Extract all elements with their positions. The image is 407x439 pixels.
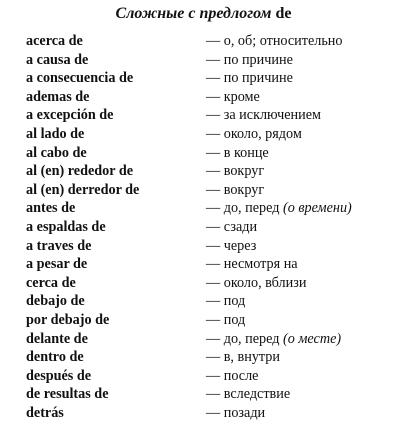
list-item — [26, 367, 401, 386]
translation-text: — вокруг — [206, 181, 265, 198]
spanish-term: cerca de — [26, 274, 76, 291]
translation-text: — кроме — [206, 88, 260, 105]
list-item — [26, 162, 401, 181]
translation-text: — после — [206, 367, 259, 384]
translation-text: — несмотря на — [206, 256, 298, 273]
translation-text: — около, вблизи — [206, 274, 307, 291]
list-item — [26, 51, 401, 70]
translation-text: — через — [206, 237, 257, 254]
russian-translation — [206, 162, 264, 181]
list-item — [26, 404, 401, 423]
list-item — [26, 292, 401, 311]
spanish-term: al (en) derredor de — [26, 181, 140, 198]
usage-note: (о месте) — [283, 330, 342, 347]
russian-translation — [206, 144, 269, 163]
spanish-term: detrás — [26, 404, 64, 421]
spanish-term: al (en) rededor de — [26, 163, 134, 180]
russian-translation — [206, 385, 290, 404]
translation-text: — за исключением — [206, 107, 321, 124]
spanish-term: a causa de — [26, 51, 89, 68]
translation-text: — под — [206, 293, 246, 310]
russian-translation — [206, 367, 258, 386]
preposition-list — [26, 32, 401, 422]
russian-translation — [206, 88, 260, 107]
list-item — [26, 181, 401, 200]
russian-translation — [206, 255, 298, 274]
russian-translation — [206, 199, 352, 218]
page-title — [0, 4, 407, 24]
russian-translation — [206, 125, 302, 144]
russian-translation — [206, 237, 256, 256]
russian-translation — [206, 330, 341, 349]
spanish-term: a traves de — [26, 237, 92, 254]
spanish-term: debajo de — [26, 293, 85, 310]
list-item — [26, 311, 401, 330]
list-item — [26, 106, 401, 125]
translation-text: — до, перед — [206, 330, 280, 347]
spanish-term: después de — [26, 367, 92, 384]
spanish-term: a pesar de — [26, 256, 88, 273]
russian-translation — [206, 348, 280, 367]
list-item — [26, 348, 401, 367]
spanish-term: de resultas de — [26, 386, 109, 403]
list-item — [26, 218, 401, 237]
list-item — [26, 255, 401, 274]
translation-text: — вокруг — [206, 163, 265, 180]
spanish-term: dentro de — [26, 349, 84, 366]
list-item — [26, 69, 401, 88]
translation-text: — до, перед — [206, 200, 280, 217]
translation-text: — в конце — [206, 144, 269, 161]
translation-text: — в, внутри — [206, 349, 280, 366]
spanish-term: al cabo de — [26, 144, 87, 161]
russian-translation — [206, 311, 245, 330]
spanish-term: antes de — [26, 200, 76, 217]
translation-text: — позади — [206, 404, 266, 421]
translation-text: — сзади — [206, 218, 258, 235]
translation-text: — около, рядом — [206, 125, 302, 142]
russian-translation — [206, 292, 245, 311]
spanish-term: por debajo de — [26, 311, 110, 328]
list-item — [26, 199, 401, 218]
list-item — [26, 385, 401, 404]
spanish-term: acerca de — [26, 33, 83, 49]
russian-translation — [206, 69, 293, 88]
spanish-term: a excepción de — [26, 107, 114, 124]
russian-translation — [206, 404, 265, 423]
translation-text: — о, об; относительно — [206, 33, 343, 49]
spanish-term: al lado de — [26, 125, 85, 142]
spanish-term: ademas de — [26, 88, 90, 105]
russian-translation — [206, 106, 321, 125]
spanish-term: a consecuencia de — [26, 70, 134, 87]
list-item — [26, 32, 401, 51]
list-item — [26, 144, 401, 163]
title-text: Сложные с предлогом — [115, 5, 272, 22]
russian-translation — [206, 181, 264, 200]
list-item — [26, 125, 401, 144]
title-word: de — [275, 5, 292, 22]
translation-text: — по причине — [206, 70, 293, 87]
russian-translation — [206, 274, 306, 293]
translation-text: — под — [206, 311, 246, 328]
translation-text: — по причине — [206, 51, 293, 68]
russian-translation — [206, 51, 293, 70]
russian-translation — [206, 32, 343, 51]
list-item — [26, 237, 401, 256]
spanish-term: a espaldas de — [26, 218, 106, 235]
list-item — [26, 330, 401, 349]
usage-note: (о времени) — [283, 200, 352, 217]
translation-text: — вследствие — [206, 386, 291, 403]
list-item — [26, 88, 401, 107]
list-item — [26, 274, 401, 293]
spanish-term: delante de — [26, 330, 88, 347]
russian-translation — [206, 218, 257, 237]
